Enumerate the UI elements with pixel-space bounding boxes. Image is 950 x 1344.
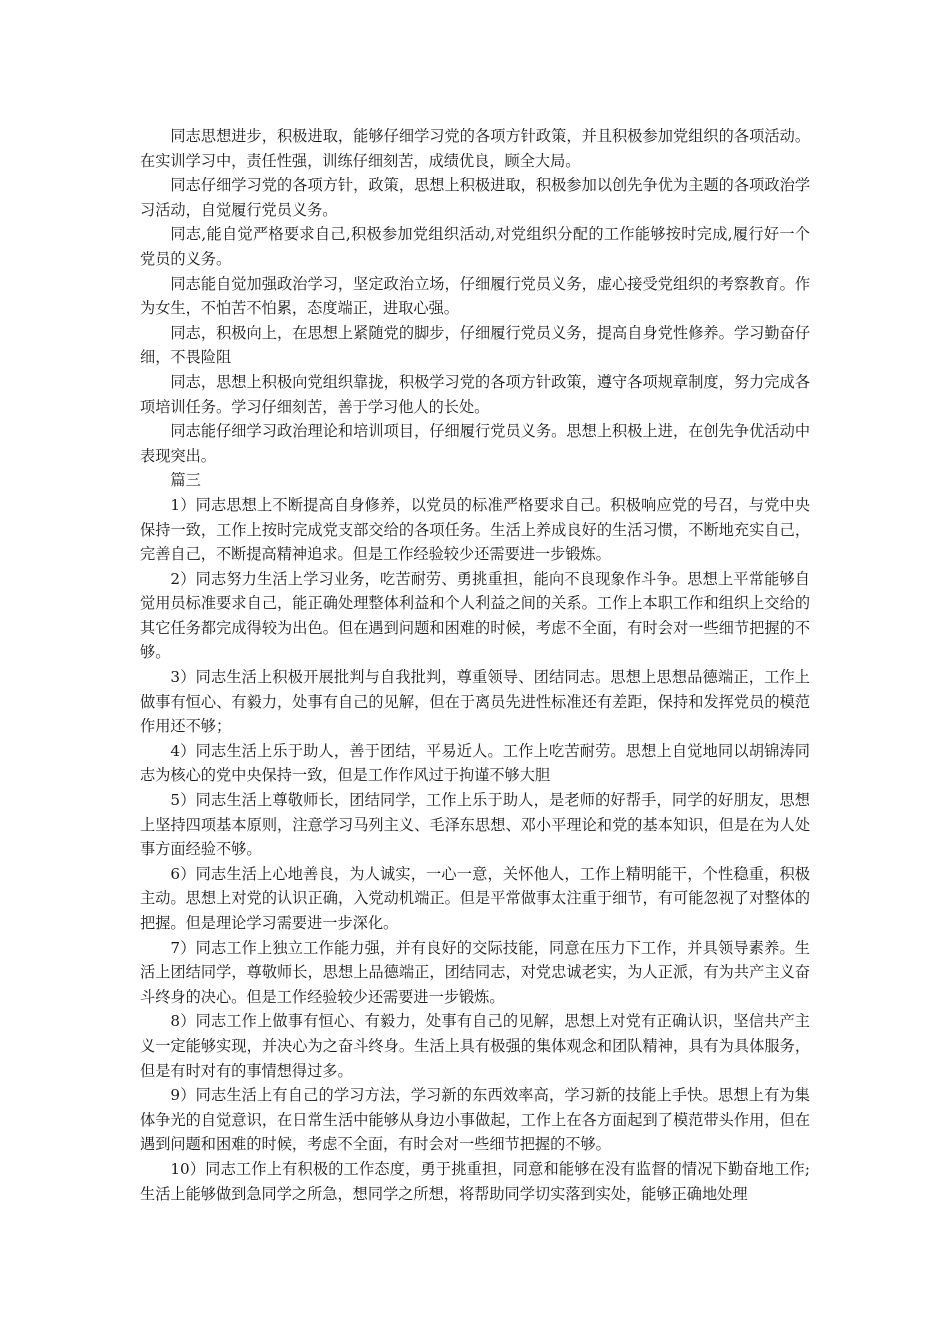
- document-body: [140, 124, 810, 1206]
- numbered-item-3: 3）同志生活上积极开展批判与自我批判，尊重领导、团结同志。思想上思想品德端正，工作上做事有恒心、有毅力，处事有自己的见解，但在于离员先进性标准还有差距，保持和发挥党员的模范作用还不够；: [140, 668, 810, 736]
- numbered-item-9: 9）同志生活上有自己的学习方法，学习新的东西效率高，学习新的技能上手快。思想上有为集体争光的自觉意识，在日常生活中能够从身边小事做起，工作上在各方面起到了模范带头作用，但在遇到问题和困难的时候，考虑不全面，有时会对一些细节把握的不够。: [140, 1086, 810, 1154]
- numbered-item-4: 4）同志生活上乐于助人，善于团结，平易近人。工作上吃苦耐劳。思想上自觉地同以胡锦涛同志为核心的党中央保持一致，但是工作作风过于拘谨不够大胆: [140, 741, 810, 785]
- numbered-item-1: 1）同志思想上不断提高自身修养，以党员的标准严格要求自己。积极响应党的号召，与党中央保持一致，工作上按时完成党支部交给的各项任务。生活上养成良好的生活习惯，不断地充实自己，完善自己，不断提高精神追求。但是工作经验较少还需要进一步锻炼。: [140, 495, 810, 564]
- section-heading: 篇三: [170, 471, 201, 490]
- paragraph-4: 同志能自觉加强政治学习，坚定政治立场，仔细履行党员义务，虚心接受党组织的考察教育。作为女生，不怕苦不怕累，态度端正，进取心强。: [140, 274, 810, 318]
- paragraph-2: 同志仔细学习党的各项方针，政策，思想上积极进取，积极参加以创先争优为主题的各项政治学习活动，自觉履行党员义务。: [140, 176, 810, 219]
- numbered-item-6: 6）同志生活上心地善良，为人诚实，一心一意，关怀他人，工作上精明能干，个性稳重，积极主动。思想上对党的认识正确，入党动机端正。但是平常做事太注重于细节，有可能忽视了对整体的把握。但是理论学习需要进一步深化。: [140, 864, 810, 932]
- paragraph-3: 同志,能自觉严格要求自己,积极参加党组织活动,对党组织分配的工作能够按时完成,履行好一个党员的义务。: [140, 225, 810, 268]
- numbered-item-10: 10）同志工作上有积极的工作态度，勇于挑重担，同意和能够在没有监督的情况下勤奋地工作;生活上能够做到急同学之所急，想同学之所想，将帮助同学切实落到实处，能够正确地处理: [140, 1159, 810, 1203]
- numbered-item-2: 2）同志努力生活上学习业务，吃苦耐劳、勇挑重担，能向不良现象作斗争。思想上平常能够自觉用员标准要求自己，能正确处理整体利益和个人利益之间的关系。工作上本职工作和组织上交给的其它任务都完成得较为出色。但在遇到问题和困难的时候，考虑不全面，有时会对一些细节把握的不够。: [140, 569, 810, 662]
- paragraph-5: 同志，积极向上，在思想上紧随党的脚步，仔细履行党员义务，提高自身党性修养。学习勤奋仔细，不畏险阻: [140, 323, 810, 367]
- paragraph-6: 同志，思想上积极向党组织靠拢，积极学习党的各项方针政策，遵守各项规章制度，努力完成各项培训任务。学习仔细刻苦，善于学习他人的长处。: [140, 372, 810, 416]
- numbered-item-8: 8）同志工作上做事有恒心、有毅力，处事有自己的见解，思想上对党有正确认识，坚信共产主义一定能够实现，并决心为之奋斗终身。生活上具有极强的集体观念和团队精神，具有为具体服务，但是有时对有的事情想得过多。: [140, 1012, 810, 1080]
- numbered-item-7: 7）同志工作上独立工作能力强，并有良好的交际技能，同意在压力下工作，并具领导素养。生活上团结同学，尊敬师长，思想上品德端正，团结同志，对党忠诚老实，为人正派，有为共产主义奋斗终身的决心。但是工作经验较少还需要进一步锻炼。: [140, 938, 810, 1006]
- numbered-item-5: 5）同志生活上尊敬师长，团结同学，工作上乐于助人，是老师的好帮手，同学的好朋友，思想上坚持四项基本原则，注意学习马列主义、毛泽东思想、邓小平理论和党的基本知识，但是在为人处事方面经验不够。: [140, 791, 810, 859]
- paragraph-7: 同志能仔细学习政治理论和培训项目，仔细履行党员义务。思想上积极上进，在创先争优活动中表现突出。: [140, 422, 810, 465]
- paragraph-1: 同志思想进步，积极进取，能够仔细学习党的各项方针政策，并且积极参加党组织的各项活动。在实训学习中，责任性强，训练仔细刻苦，成绩优良，顾全大局。: [140, 127, 810, 170]
